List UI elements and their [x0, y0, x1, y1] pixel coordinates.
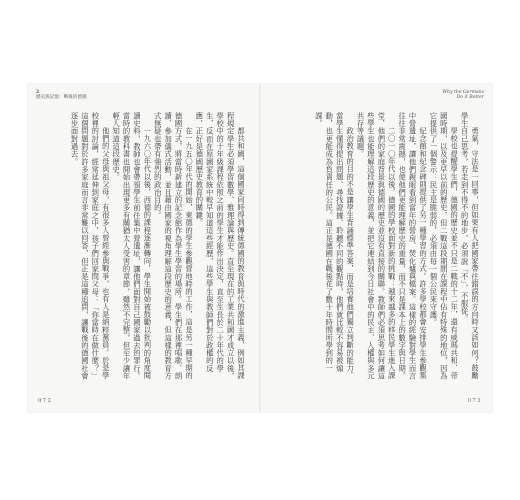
left-running-head-title: 歷史與記憶：戰後的德國	[36, 95, 87, 101]
paragraph: 政治教育的目的不是讓學生背誦標準答案，而是培養他們獨立判斷的能力。當學生懂得提出問題、尋找證據、聆聽不同的觀點時，他們就比較不容易被煽動，也更能成為負責任的公民。這正是德國在戰後花了數十年時間所學到的一課。	[314, 112, 356, 380]
paragraph: 在一九五〇年代的開始，東德的學生參觀營地時的工作，這是另一種早期的德國方式，將當時新建立的記念館作為學生學習的場所。學生們在那裡唱歌、朗讀、參加儀式活動，並且藉由國家的視角理解這段歷史的意義，但這樣的教育方式無疑也帶有強烈的政治目的。	[153, 112, 194, 380]
left-running-head	[36, 90, 87, 100]
paragraph: 一九六〇年代以後，西德的課程逐漸轉向，學生開始被鼓勵以批判的角度閱讀史料，教師也會帶領學生前往集中營遺址，讓他們面對自己國家過去的罪行。當時的教科書也開始出現更多有關猶太人受害的章節，雖然不完整，但至少讓年輕人知道這段歷史。	[112, 112, 153, 380]
paragraph: 他們的父母與祖父母，有很多人曾經參與戰爭，也有人是納粹黨員。於是學校裡的討論，經常延伸到家庭之中，孩子們回家問父母：「你當時在做什麼？」這個問題對於許多家庭而言非常難以回答，但正是這種追問，讓戰後的德國社會逐步面對過去。	[70, 112, 111, 380]
right-running-head-line1: Why the Germans	[442, 90, 484, 95]
left-page-body	[50, 112, 246, 382]
book-gutter	[259, 84, 261, 412]
right-running-head	[442, 90, 484, 100]
paragraph: 學校也提醒學生們，德國的歷史並不只是二戰的十二年，還有威瑪共和、帝國時期，以及更早以前的歷史，但二戰這段期間在課程中佔有特殊的地位，因為它提供了一個警示：民主是脆弱的，必須由每一個公民來守護。	[429, 112, 460, 380]
right-page-number: 073	[467, 398, 482, 404]
right-page-body	[274, 112, 480, 382]
right-running-head-line2: Do it Better	[456, 95, 484, 101]
left-page-number: 072	[38, 398, 53, 404]
paragraph: 勇氣，守法是一回事，但如果有人把國家帶往錯誤的方向時又該如何？鼓勵學生自己思考，若走到不得不的地步，必須說「不」，不服從。	[460, 112, 480, 380]
paragraph: 都共和國，這個國家同時得到傳統德國的教育與時代的激進主義，例如其課程規定學生必須學習數學、雅理論與歷史。直至現在的工業共和國才成立以後，學校中的十年級課程依照之前的學生才能作出決定，直至生長於二十年代的學生，反而在原國家系統中較早知道這些經歷，這些學生與教師們對於政權的反應，正好是德國歷史教育的關鍵。	[195, 112, 246, 380]
paragraph: 二〇一〇年代以後，德國的學校面對新的挑戰：越來越多的移民學生進入課堂，他們的家庭背景與德國的歷史並沒有直接的關聯。教師們必須思考如何讓這些學生也能理解這段歷史的意義，並把它連結到今日社會中的民主、人權與多元共存等議題。	[356, 112, 397, 380]
paragraph: 紀念館和紀念碑則提供了另一種學習的方式。許多學校都會安排學生參觀集中營遺址，讓他們親眼看到當年的營房、焚化爐與檔案。這樣的經驗對學生而言往往非常震撼，也使他們更能理解歷史的重量，而不只是課本上的數字與日期。	[398, 112, 428, 380]
book-spread	[28, 84, 492, 412]
chapter-number: 2	[36, 90, 40, 95]
